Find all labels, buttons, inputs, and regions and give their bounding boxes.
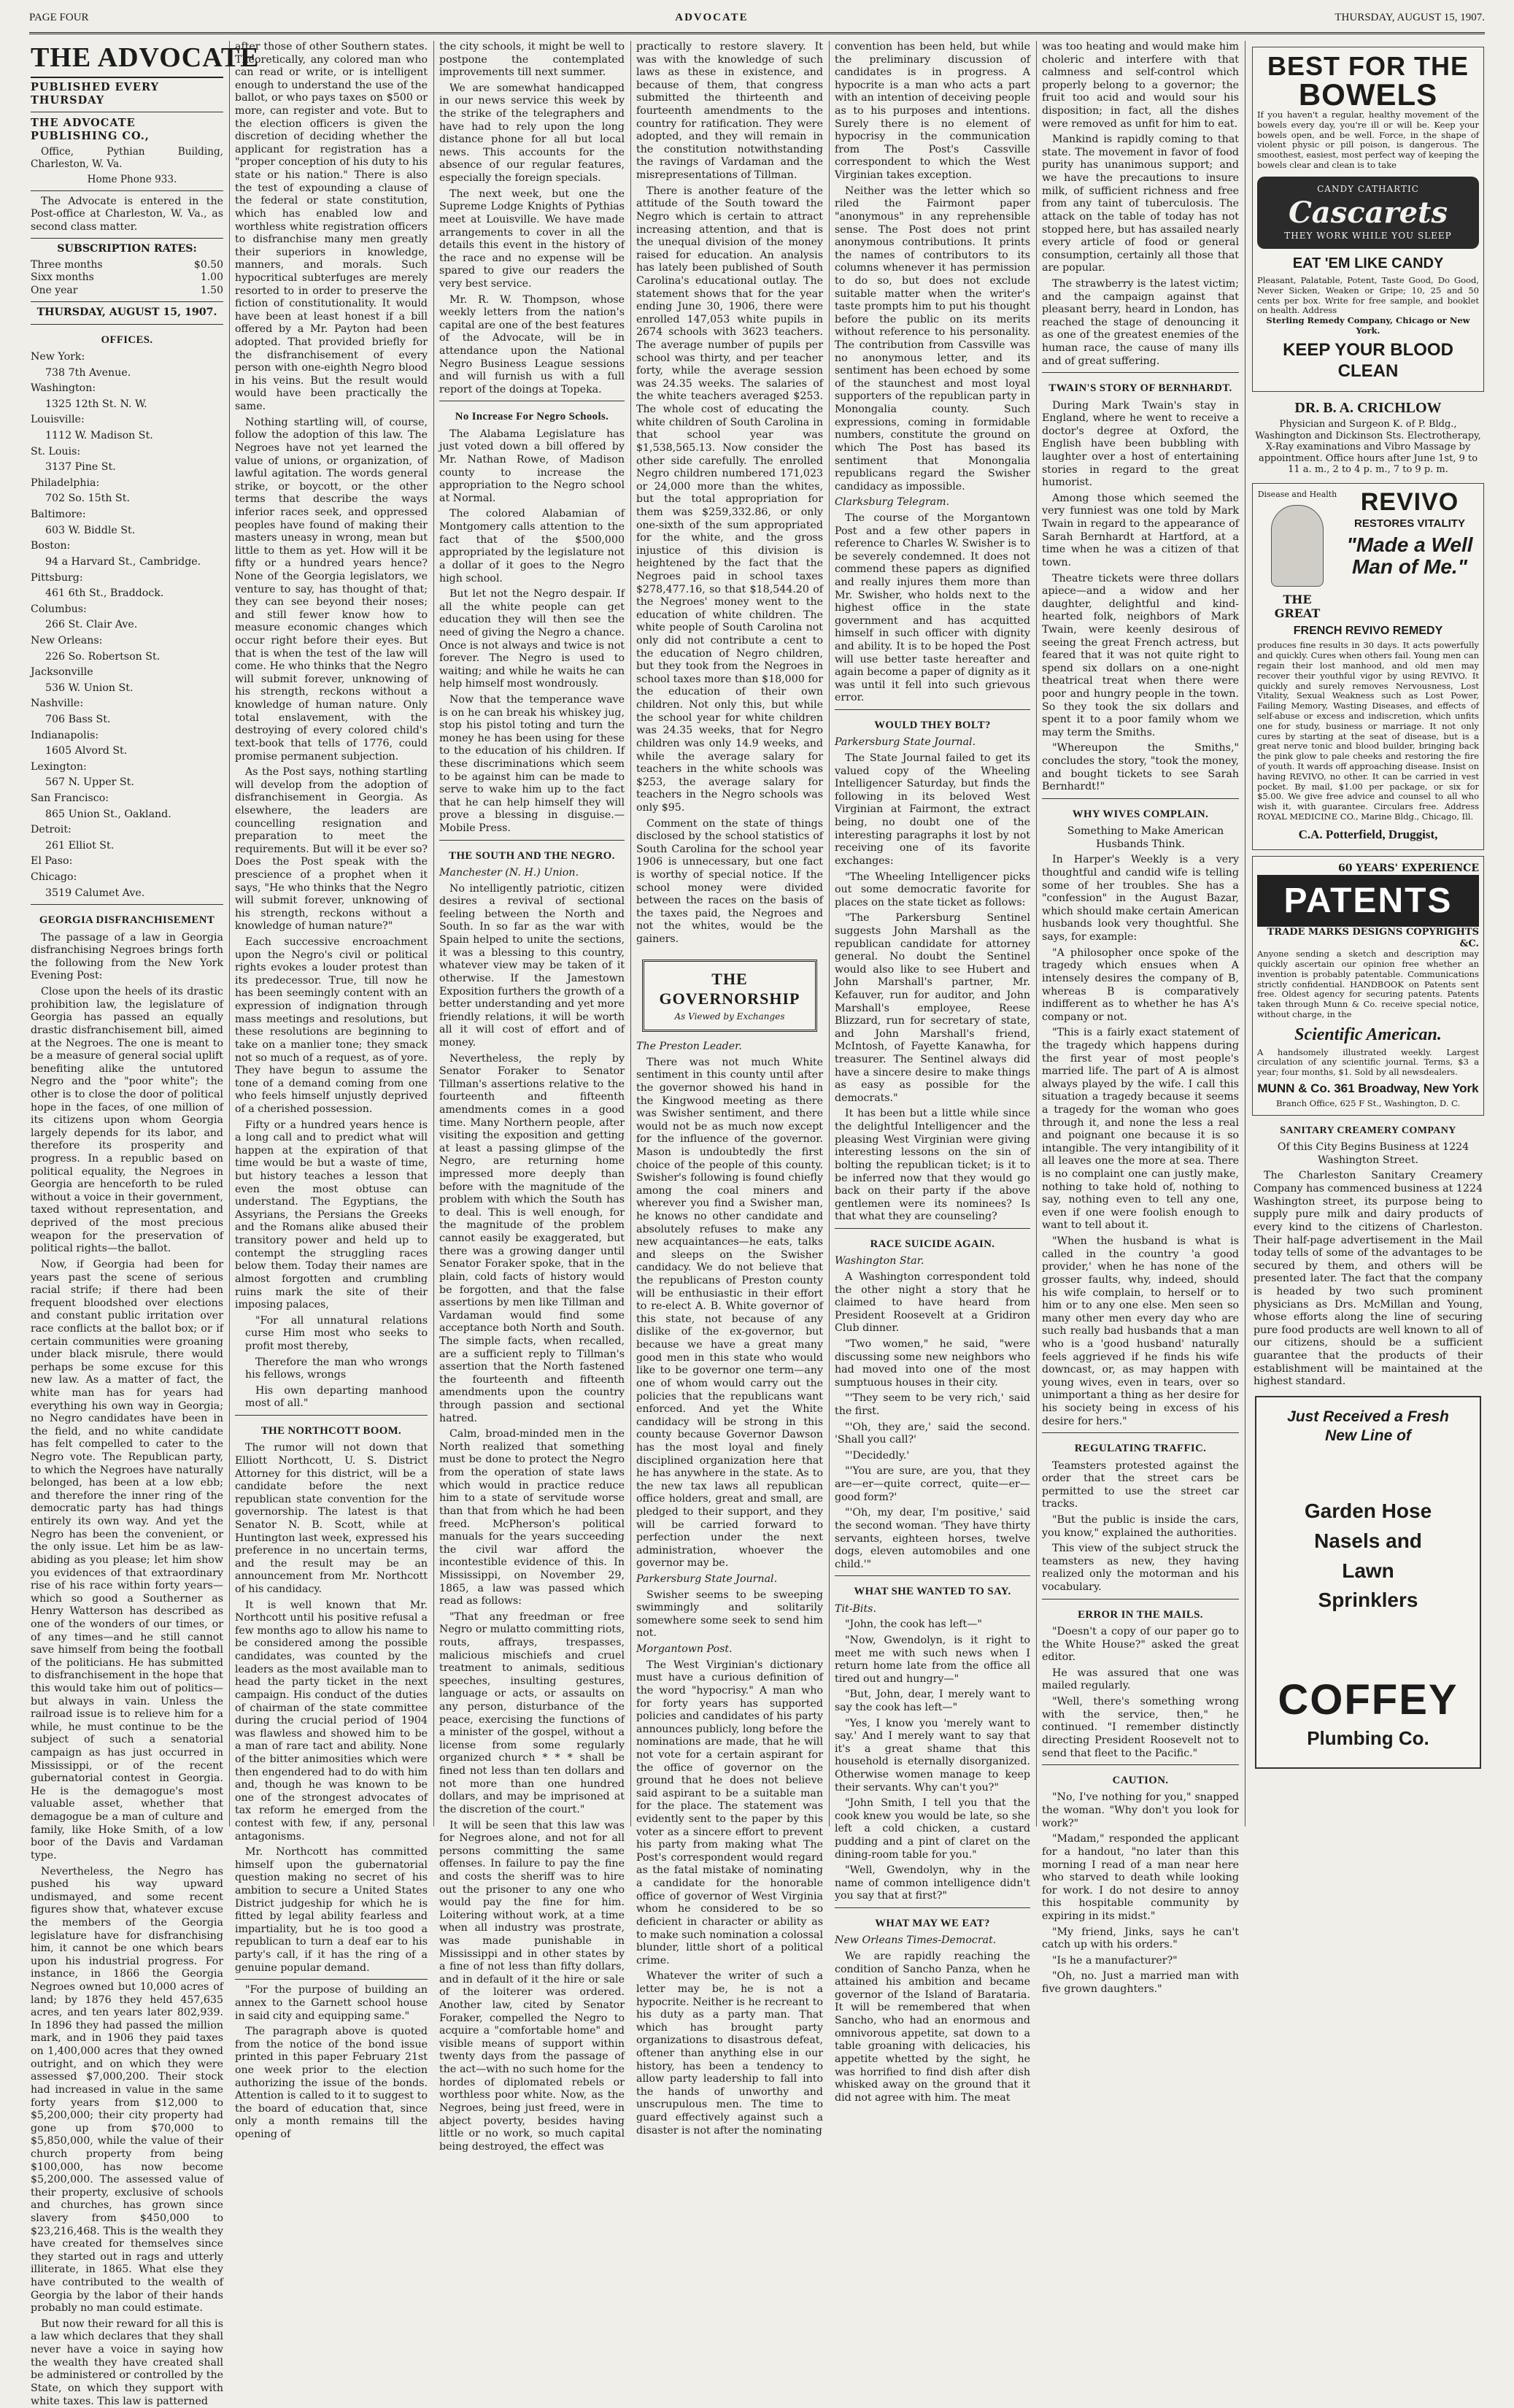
- article-paragraph: Whatever the writer of such a letter may be, he is not a hypocrite. Neither is he recreant to his duty as a party man. That which has brought party organizations to disastrous defeat, oftener than anything else in our history, has been a tendency to allow party leadership to fall into the hands of unworthy and unscrupulous men. The time to guard effectively against such a disaster is not after the nominating: [636, 1970, 823, 2137]
- ad-text: Pleasant, Palatable, Potent, Taste Good, Do Good, Never Sicken, Weaken or Gripe; 10, 25 and 50 cents per box. Write for free sample, and booklet on health. Address: [1257, 274, 1479, 316]
- article-paragraph: The rumor will not down that Elliott Northcott, U. S. District Attorney for this district, will be a candidate before the next republican state convention for the governorship. The latest is that Senator N. B. Scott, while at Huntington last week, expressed his preference in no uncertain terms, and the result may be an announcement from Mr. Northcott of his candidacy.: [235, 1442, 428, 1596]
- article-paragraph: "'Oh, my dear, I'm positive,' said the second woman. 'They have thirty servants, eighteen horses, twelve dogs, eleven automobiles and one child.'": [835, 1507, 1030, 1570]
- divider: [31, 238, 223, 239]
- article-paragraph: convention has been held, but while the preliminary discussion of candidates is in progress. A hypocrite is a man who acts a part with an intention of deceiving people as to his purposes and intentions. Surely there is no element of hypocrisy in the communication from The Post's Cassville correspondent to which the West Virginian takes exception.: [835, 41, 1030, 182]
- divider: [835, 709, 1030, 710]
- article-paragraph: "'Decidedly.': [845, 1449, 910, 1462]
- article-paragraph: As the Post says, nothing startling will develop from the adoption of disfranchisement in Georgia. As elsewhere, the leaders are councelling resignation and preparation to meet the requirements. But will it be ever so? Does the Post speak with the prescience of a prophet when it says, "He who thinks that the Negro will submit forever, unknowing of his strength, reckons without a knowledge of human nature?": [235, 766, 428, 933]
- ad-firm: MUNN & Co. 361 Broadway, New York: [1257, 1081, 1479, 1095]
- article-paragraph: "When the husband is what is called in the country 'a good provider,' when he has none of the grosser faults, why, indeed, should his wife complain, to herself or to him or to any one else. Men seen so many other men every day who are such really bad husbands that a man who is a 'good husband' naturally feels aggrieved if he finds his wife downcast, or, as may happen with young wives, even in tears, over so unimportant a thing as her desire for his society being in excess of his desire for hers.": [1042, 1235, 1239, 1427]
- ad-text: produces fine results in 30 days. It acts powerfully and quickly. Cures when others fail. Young men can regain their lost manhood, and old men may recover their youthful vigor by using REVIVO. It quickly and surely removes Nervousness, Lost Vitality, Sexual Weakness such as Lost Power, Failing Memory, Wasting Diseases, and effects of self-abuse or excess and indiscretion, which unfits one for study, business or marriage. It not only cures by starting at the seat of disease, but is a great nerve tonic and blood builder, bringing back the pink glow to pale cheeks and restoring the fire of youth. It wards off approaching disease. Insist on having REVIVO, no other. It can be carried in vest pocket. By mail, $1.00 per package, or six for $5.00. We give free advice and counsel to all who wish it, with guarantee. Circulars free. Address ROYAL MEDICINE CO., Marine Bldg., Chicago, Ill.: [1257, 640, 1479, 822]
- poem-line: His own departing manhood most of all.": [245, 1384, 428, 1410]
- ad-brand: COFFEY: [1278, 1675, 1459, 1724]
- article-source: Clarksburg Telegram.: [835, 496, 950, 509]
- article-paragraph: Now that the temperance wave is on he can break his whiskey jug, stop his pistol toting and turn the money he has been using for these to the education of his children. If these discriminations which seem to be against him can be made to serve to wake him up to the fact that he can help himself they will prove a blessing in disguise.—Mobile Press.: [439, 693, 625, 835]
- article-paragraph: the city schools, it might be well to postpone the contemplated improvements till next summer.: [439, 41, 625, 79]
- column-1: [31, 41, 260, 2407]
- page-header: [29, 3, 1485, 34]
- divider: [31, 324, 223, 325]
- article-paragraph: This view of the subject struck the teamsters as new, they having realized only the motorman and his vocabulary.: [1042, 1543, 1239, 1594]
- masthead-title: THE ADVOCATE: [31, 41, 223, 78]
- article-paragraph: It has been but a little while since the delightful Intelligencer and the pleasing West Virginian were giving interesting lessons on the sin of bolting the republican ticket; is it to be inferred now that they would go back on their party if the above gentlemen were its nominees? Is that what they are counseling?: [835, 1108, 1030, 1223]
- column-rule: [829, 41, 830, 1826]
- column-7-ads: [1251, 41, 1486, 1826]
- article-paragraph: Swisher seems to be sweeping swimmingly and solitarily somewhere some seek to send him not.: [636, 1589, 823, 1640]
- article-paragraph: "That any freedman or free Negro or mulatto committing riots, routs, affrays, trespasses, malicious mischiefs and cruel treatment to animals, seditious speeches, insulting gestures, language or acts, or assaults on any person, disturbance of the peace, exercising the functions of a minister of the gospel, without a license from some regularly organized church * * * shall be fined not less than ten dollars and not more than one hundred dollars, and may be imprisoned at the discretion of the court.": [439, 1610, 625, 1815]
- article-title: No Increase For Negro Schools.: [455, 411, 609, 423]
- page-number: PAGE FOUR: [29, 11, 89, 23]
- article-paragraph: He was assured that one was mailed regularly.: [1042, 1667, 1239, 1692]
- article-paragraph: "The Parkersburg Sentinel suggests John Marshall as the republican candidate for attorney general. No doubt the Sentinel would also like to see Hubert and John Marshall's partner, Mr. Kefauver, run for auditor, and John Marshall's employee, Reese Blizzard, run for secretary of state, and John Marshall's friend, McIntosh, of Fayette Kanawha, for treasurer. The Sentinel always did have a sincere desire to make things as easy as possible for the democrats.": [835, 912, 1030, 1104]
- article-paragraph: But let not the Negro despair. If all the white people can get education they will then see the need of giving the Negro a chance. Once is not always and twice is not forever. The Negro is used to waiting; and while he waits he can help himself most wondrously.: [439, 588, 625, 690]
- ad-subhead: RESTORES VITALITY: [1354, 517, 1465, 530]
- rates-title: SUBSCRIPTION RATES:: [57, 243, 197, 255]
- divider: [439, 840, 625, 841]
- article-source: Parkersburg State Journal.: [835, 736, 976, 749]
- ad-brand: PATENTS: [1257, 875, 1479, 927]
- article-paragraph: We are somewhat handicapped in our news service this week by the strike of the telegraphers and have had to rely upon the long distance phone for all but local news. This accounts for the absence of our regular features, especially the foreign specials.: [439, 82, 625, 185]
- article-paragraph: The course of the Morgantown Post and a few other papers in reference to Charles W. Swisher is to be severely condemned. It does not commend these papers as dignified and really injures them more than Mr. Swisher, who holds next to the highest office in the state government and has acquitted himself in such officer with dignity and ability. It is to be hoped the Post will use better taste hereafter and again become a paper of dignity as it was until it fell into such grievous error.: [835, 512, 1030, 704]
- revivo-figure-left: Disease and Health THE GREAT: [1257, 489, 1337, 621]
- article-paragraph: Neither was the letter which so riled the Fairmont paper "anonymous" in any reprehensible sense. The Post does not print anonymous contributions. It prints the names of contributors to its columns whenever it has permission to do so, but does not exclude suitable matter when the writer's taste prompts him to put his thought before the public on its merits without reference to his personality. The contribution from Cassville was no anonymous letter, and its sentiment has been echoed by some of the staunchest and most loyal supporters of the republican party in Monongalia county. Such expressions, coming in formidable numbers, constitute the ground on which The Post has based its sentiment that Monongalia republicans regard the Swisher candidacy as impossible.: [835, 185, 1030, 493]
- article-title: THE NORTHCOTT BOOM.: [260, 1424, 402, 1437]
- coffey-ad: [1255, 1396, 1481, 1769]
- article-paragraph: "But the public is inside the cars, you know," explained the authorities.: [1042, 1514, 1239, 1539]
- article-paragraph: "John, the cook has left—": [845, 1618, 982, 1631]
- article-paragraph: The Alabama Legislature has just voted down a bill offered by Mr. Nathan Rowe, of Madison county to increase the appropriation to the Negro school at Normal.: [439, 428, 625, 504]
- ad-items: Garden Hose Nasels and Lawn Sprinklers: [1304, 1500, 1432, 1612]
- article-paragraph: "Is he a manufacturer?": [1052, 1954, 1178, 1967]
- dateline: THURSDAY, AUGUST 15, 1907.: [36, 306, 217, 319]
- article-paragraph: A Washington correspondent told the other night a story that he claimed to have heard from President Roosevelt at a Gridiron Club dinner.: [835, 1270, 1030, 1335]
- article-paragraph: It is well known that Mr. Northcott until his positive refusal a few months ago to allow his name to be considered among the possible candidates, was counted by the leaders as the most available man to head the party ticket in the next campaign. His conduct of the duties of chairman of the state committee during the crucial period of 1904 was flawless and showed him to be a man of rare tact and ability. None of the bitter animosities which were then engendered had to do with him and, though he was known to be one of the strongest advocates of tax reform he emerged from the contest with few, if any, personal antagonisms.: [235, 1599, 428, 1842]
- published-line: PUBLISHED EVERY THURSDAY: [31, 81, 159, 107]
- ad-text: Physician and Surgeon K. of P. Bldg., Washington and Dickinson Sts. Electrotherapy, X-Ray examinations and Vibro Massage by appointment. Office hours after June 1st, 9 to 11 a. m., 2 to 4 p. m., 7 to 9 p. m.: [1255, 419, 1481, 476]
- ad-brand: Cascarets: [1288, 195, 1448, 230]
- article-paragraph: "This is a fairly exact statement of the tragedy which happens during the first year of most people's married life. The part of A is almost always played by the wife. I call this situation a tragedy because it seems a tragedy for the woman who goes through it, and none the less a real and poignant one because it is so intangible. The very intangibility of it all leaves one the more at sea. There is no complaint one can justly make, nothing to take hold of, nothing to say, nothing even to tell any one, even if one were foolish enough to want to tell about it.: [1042, 1027, 1239, 1232]
- article-paragraph: "Madam," responded the applicant for a handout, "no later than this morning I read of a man near here who starved to death while looking for work. I do not desire to annoy this hospitable community by expiring in its midst.": [1042, 1833, 1239, 1922]
- article-paragraph: Each successive encroachment upon the Negro's civil or political rights evokes a louder protest than its predecessor. True, till now he has been seemingly content with an expression of indignation through mass meetings and resolutions, but these resolutions are beginning to take on a manlier tone; they smack not so much of a request, as of yore. They have begun to assume the tone of a demand coming from one who feels himself unjustly deprived of a cherished possession.: [235, 936, 428, 1115]
- article-title: GEORGIA DISFRANCHISEMENT: [39, 914, 215, 927]
- article-paragraph: The State Journal failed to get its valued copy of the Wheeling Intelligencer Saturday, but finds the following in its beloved West Virginian at Fairmont, the extract being, no doubt one of the interesting paragraphs it lost by not receiving one of its favorite exchanges:: [835, 752, 1030, 867]
- divider: [835, 1228, 1030, 1229]
- column-rule: [229, 41, 230, 1826]
- entered-notice: The Advocate is entered in the Post-office at Charleston, W. Va., as second class matter.: [31, 195, 223, 233]
- ad-text: A handsomely illustrated weekly. Largest circulation of any scientific journal. Terms, $3 a year; four months, $1. Sold by all newsdealers.: [1257, 1046, 1479, 1078]
- offices-list: New York: 738 7th Avenue. Washington: 1325 12th St. N. W. Louisville: 1112 W. Madison St. St. Louis: 3137 Pine St. Philadelphia: 702 So. 15th St. Baltimore: 603 W. Biddle St. Boston: 94 a Harvard St., Cambridge. Pittsburg: 461 6th St., Braddock. Columbus: 266 St. Clair Ave. New Orleans: 226 So. Robertson St. Jacksonville 536 W. Union St. Nashville: 706 Bass St. Indianapolis: 1605 Alvord St. Lexington: 567 N. Upper St. San Francisco: 865 Union St., Oakland. Detroit: 261 Elliot St. El Paso: Chicago: 3519 Calumet Ave.: [31, 350, 201, 899]
- column-rule: [630, 41, 631, 1826]
- issue-date: THURSDAY, AUGUST 15, 1907.: [1335, 11, 1485, 23]
- article-paragraph: Now, if Georgia had been for years past the scene of serious racial strife; if there had been frequent bloodshed over elections and constant public irritation over race conflicts at the ballot box; or if certain communities were groaning under black misrule, there would perhaps be some excuse for this new law. As a matter of fact, the white man has for years had everything his own way in Georgia; no Negro candidates have been in the field, and no white candidate has felt compelled to cater to the Negro vote. The Republican party, to which the Negroes have naturally belonged, has been at a low ebb; and therefore the inner ring of the democratic party has had things entirely its own way. And yet the Negro has been the convenient, or the only issue. Let him be as law-abiding as you please; let him show you evidences of that extraordinary rise of his race within forty years—which so good a Southerner as Henry Watterson has described as one of the wonders of our times, or of any times—and he still cannot save himself from being the football of the politicians. He has submitted to disfranchisement in the hope that this would take him out of politics—but always in vain. Unless the railroad issue is to relieve him for a while, he must continue to be the subject of such a senatorial campaign as has just occurred in Mississippi, or of the recent gubernatorial contest in Georgia. He is the demagogue's most valuable asset, whether that demagogue be a man of culture and family, like Hoke Smith, of a low boor of the Davis and Vardaman type.: [31, 1258, 223, 1861]
- article-source: New Orleans Times-Democrat.: [835, 1934, 997, 1947]
- publisher-name: THE ADVOCATE PUBLISHING CO.,: [31, 117, 150, 143]
- divider: [235, 1415, 428, 1416]
- divider: [31, 904, 223, 905]
- rate-row: Sixx months 1.00: [31, 271, 223, 284]
- article-paragraph: The passage of a law in Georgia disfranchising Negroes brings forth the following from the New York Evening Post:: [31, 931, 223, 982]
- article-source: Tit-Bits.: [835, 1602, 876, 1615]
- article-paragraph: "Yes, I know you 'merely want to say.' And I merely want to say that it's a great shame that this household is eternally disorganized. Otherwise women manage to keep their servants. Why can't you?": [835, 1717, 1030, 1794]
- ad-name: DR. B. A. CRICHLOW: [1294, 400, 1442, 417]
- article-paragraph: "A philosopher once spoke of the tragedy which ensues when A intensely desires the company of B, whereas B is comparatively indifferent as to whether he has A's company or not.: [1042, 946, 1239, 1023]
- ad-slogan: EAT 'EM LIKE CANDY: [1292, 255, 1444, 272]
- article-paragraph: Theatre tickets were three dollars apiece—and a widow and her daughter, delightful and kind-hearted folk, neighbors of Mark Twain, were keenly desirous of seeing the great French actress, but feared that it was not quite right to spend six dollars on a one-night theatrical treat when there were poor and hungry people in the town. So they took the six dollars and spent it to a poor family whom we may term the Smiths.: [1042, 572, 1239, 738]
- cascarets-logo: [1257, 177, 1479, 249]
- article-paragraph: Mr. R. W. Thompson, whose weekly letters from the nation's capital are one of the best features of the Advocate, will be in attendance upon the National Negro Business League sessions and will furnish us with a full report of the doings at Topeka.: [439, 293, 625, 395]
- article-paragraph: "The Wheeling Intelligencer picks out some democratic favorite for places on the state ticket as follows:: [835, 871, 1030, 908]
- article-paragraph: The West Virginian's dictionary must have a curious definition of the word "hypocrisy." A man who for forty years has supported policies and candidates of his party announces publicly, long before the nominations are made, that he will not vote for a certain aspirant for the office of governor on the ground that he does not believe said aspirant to be a suitable man for the place. The statement was evidently sent to the paper by this voter as a sincere effort to prevent his party from making what The Post's correspondent would regard as the fatal mistake of nominating a candidate for the honorable office of governor of West Virginia whom he considered to be so deficient in character or ability as to make such nomination a colossal blunder, little short of a political crime.: [636, 1659, 823, 1967]
- article-paragraph: Fifty or a hundred years hence is a long call and to predict what will happen at the expiration of that time would be but a waste of time, but history teaches a lesson that even the most obtuse can understand. The Egyptians, the Assyrians, the Persians the Greeks and the Romans alike abused their transitory power and held up to contempt the struggling races below them. Today their names are almost forgotten and crumbling ruins mark the site of their imposing palaces,: [235, 1119, 428, 1311]
- article-paragraph: It will be seen that this law was for Negroes alone, and not for all persons committing the same offenses. In failure to pay the fine and costs the sheriff was to hire out the prisoner to any one who would pay the fine for him. Loitering without work, at a time when all industry was prostrate, was made punishable in Mississippi and in other states by a fine of not less than fifty dollars, and in default of it the hire or sale of the loiterer was ordered. Another law, cited by Senator Foraker, compelled the Negro to acquire a "comfortable home" and visible means of support within twenty days from the passage of the act—with no such home for the hordes of diplomated rebels or worthless poor white. Now, as the Negroes, being just freed, were in abject poverty, besides having little or no work, so much capital being destroyed, the effect was: [439, 1819, 625, 2153]
- revivo-ad: [1252, 483, 1484, 850]
- article-paragraph: Comment on the state of things disclosed by the school statistics of South Carolina for the school year 1906 is unnecessary, but one fact is worthy of special notice. If the school money were divided between the races on the basis of the taxes paid, the Negroes and not the whites, would be the gainers.: [636, 817, 823, 946]
- divider: [1042, 1764, 1239, 1765]
- article-paragraph: There is another feature of the attitude of the South toward the Negro which is certain to attract increasing attention, and that is the unequal division of the money raised for education. An analysis has lately been published of South Carolina's educational outlay. The statement shows that for the year ending June 30, 1906, there were enrolled 147,053 white pupils in 2674 schools with 3623 teachers. The average number of pupils per school was thirty, and per teacher forty, while the average session was 24.35 weeks. The salaries of the white teachers averaged $253. The whole cost of educating the white children of South Carolina in that school year was $1,538,565.13. Now consider the other side carefully. The enrolled Negro children numbered 171,023 or 24,000 more than the whites, but the total appropriation for them was $259,332.86, or only one-sixth of the sum appropriated for the white, and the gross injustice of this division is heightened by the fact that the Negroes paid in school taxes $278,477.16, so that $18,544.20 of the Negroes' money went to the education of white children. The white people of South Carolina not only did not contribute a cent to the education of Negro children, but they took from the Negroes in school taxes more than $18,000 for the education of their own children. Not only this, but while the school year for white children was 24.35 weeks, that for Negro children was only 14.9 weeks, and while the average salary for teachers in the white schools was $253, the average salary for teachers in the Negro schools was only $95.: [636, 185, 823, 814]
- divider: [235, 1979, 428, 1980]
- article-source: Morgantown Post.: [636, 1643, 733, 1656]
- article-paragraph: "'Oh, they are,' said the second. 'Shall you call?': [835, 1421, 1030, 1446]
- article-paragraph: "Well, Gwendolyn, why in the name of common intelligence didn't you say that at first?": [835, 1864, 1030, 1902]
- article-paragraph: Nothing startling will, of course, follow the adoption of this law. The Negroes have not yet learned the value of unions, or organization, of lawful agitation. The words general strike, or boycott, or the other terms that describe the ways inferior races seek, and oppressed peoples have found of making their masters uneasy in wrong, mean but little to them as yet. How will it be fifty or a hundred years hence? None of the Georgia legislators, we venture to say, has thought of that; they can see beyond their noses; and still fewer know how to measure economic changes which occur right before their eyes. But that is when the test of the law will come. He who thinks that the Negro will submit forever, unknowing of his strength, reckons without a knowledge of human nature. Only total enslavement, with the destroying of every colored child's text-book that tells of 1776, could promise permanent subjection.: [235, 416, 428, 763]
- column-5: [835, 41, 1030, 2104]
- ad-dealer: C.A. Potterfield, Druggist,: [1298, 827, 1438, 841]
- ad-remedy: FRENCH REVIVO REMEDY: [1293, 624, 1443, 637]
- crichlow-card: [1254, 399, 1483, 476]
- article-paragraph: In Harper's Weekly is a very thoughtful and candid wife is telling some of her troubles. She has a "confession" in the August Bazar, which should make certain American husbands look very thoughtful. She says, for example:: [1042, 854, 1239, 943]
- article-title: THE SOUTH AND THE NEGRO.: [449, 849, 615, 862]
- article-paragraph: We are rapidly reaching the condition of Sancho Panza, when he attained his ambition and became governor of the Island of Barataria. It will be remembered that when Sancho, who had an enormous and omnivorous appetite, sat down to a table groaning with delicacies, his appetite whetted by the sight, he was horrified to find dish after dish whisked away on the ground that it did not agree with him. The meat: [835, 1950, 1030, 2104]
- article-source: Washington Star.: [835, 1255, 924, 1267]
- column-rule: [1036, 41, 1037, 1826]
- article-paragraph: Mankind is rapidly coming to that state. The movement in favor of food purity has unanimous support; and we have the precautions to insure milk, of sufficient richness and free from any taint of tuberculosis. The attack on the table of today has not stopped here, but has assailed nearly every article of food or general consumption, certainly all those that are popular.: [1042, 134, 1239, 274]
- article-paragraph: "But, John, dear, I merely want to say the cook has left—": [835, 1689, 1030, 1713]
- article-paragraph: The Charleston Sanitary Creamery Company has commenced business at 1224 Washington street, its purpose being to supply pure milk and dairy products of every kind to the citizens of Charleston. Their half-page advertisement in the Mail today tells of some of the advantages to be secured by them, and others will be presented later. The fact that the company is headed by two such prominent physicians as Drs. McMillan and Young, whose efforts along the line of securing pure food products are well known to all of our citizens, should be a sufficient guarantee that the products of their establishment will be maintained at the highest standard.: [1254, 1170, 1483, 1388]
- patents-ad: 60 YEARS' EXPERIENCE PATENTS TRADE MARKS DESIGNS COPYRIGHTS &C. Anyone sending a sketch and description may quickly ascertain our opinion free whether an invention is probably patentable. Communications strictly confidential. HANDBOOK on Patents sent free. Oldest agency for securing patents. Patents taken through Munn & Co. receive special notice, without charge, in the Scientific American. A handsomely illustrated weekly. Largest circulation of any scientific journal. Terms, $3 a year; four months, $1. Sold by all newsdealers. MUNN & Co. 361 Broadway, New York Branch Office, 625 F St., Washington, D. C.: [1252, 856, 1484, 1116]
- article-source: Manchester (N. H.) Union.: [439, 867, 579, 879]
- article-title: CAUTION.: [1112, 1775, 1169, 1787]
- article-paragraph: The strawberry is the latest victim; and the campaign against that pleasant berry, heard in London, has reached the stage of denouncing it as one of the greatest enemies of the human race, the cause of many ills and of great suffering.: [1042, 277, 1239, 367]
- article-paragraph: Nevertheless, the Negro has pushed his way upward undismayed, and some recent figures show that, whatever excuse the members of the Georgia legislature have for disfranchising him, it cannot be one which bears upon his industrial progress. For instance, in 1866 the Georgia Negroes owned but 10,000 acres of land; by 1876 they held 457,635 acres, and ten years later 802,939. In 1896 they had passed the million mark, and in 1906 they paid taxes on 1,400,000 acres that they owned outright, and on which they were assessed $7,000,200. Their stock had increased in value in the same forty years from $12,000 to $5,200,000; their city property had gone up from $70,000 to $5,850,000, while the value of their church property from being $100,000, has now become $5,200,000. The assessed value of their property, exclusive of schools and churches, has grown since slavery from $450,000 to $23,216,468. This is the wealth they have created for themselves since they started out in rags and utterly illiterate, in 1865. What else they have contributed to the wealth of Georgia by the labor of their hands probably no man could estimate.: [31, 1865, 223, 2315]
- ad-headline: New Line of: [1325, 1427, 1411, 1445]
- article-paragraph: There was not much White sentiment in this county until after the governor showed his hand in the Kingwood meeting as there was Swisher sentiment, and there would not be as much now except for the influence of the governor. Mason is undoubtedly the first choice of the people of this county. Swisher's following is found chiefly among the coal miners and wherever you find a Swisher man, he knows no other candidate and absolutely refuses to make any new acquaintances—he eats, talks and sleeps on the Swisher candidacy. We do not believe that the republicans of Preston county will be enthusiastic in their effort to re-elect A. B. White governor of this state, not because of any dislike of the ex-governor, but because we have a great many good men in this state who would like to be governor one term—any one of whom would carry out the policies that the republicans want enforced. And yet the White candidacy will be strong in this county because Governor Dawson has the most loyal and finely disciplined organization here that he has anywhere in the state. As to the new tax laws all republican office holders, great and small, are pledged to their support, and they will be carried forward to perfection under the next administration, whoever the governor may be.: [636, 1056, 823, 1570]
- article-paragraph: "My friend, Jinks, says he can't catch up with his orders.": [1042, 1926, 1239, 1951]
- article-paragraph: "Whereupon the Smiths," concludes the story, "took the money, and bought tickets to see Sarah Bernhardt!": [1042, 742, 1239, 793]
- article-source: Parkersburg State Journal.: [636, 1573, 778, 1586]
- divider: [1042, 372, 1239, 373]
- article-title: WHY WIVES COMPLAIN.: [1072, 808, 1209, 820]
- column-2: [235, 41, 428, 2141]
- article-subtitle: Of this City Begins Business at 1224 Washington Street.: [1277, 1141, 1469, 1166]
- article-source: The Preston Leader.: [636, 1041, 742, 1053]
- article-paragraph: "No, I've nothing for you," snapped the woman. "Why don't you look for work?": [1042, 1791, 1239, 1829]
- divider: [1042, 798, 1239, 799]
- revivo-copy: [1340, 487, 1479, 582]
- divider: [31, 301, 223, 302]
- article-paragraph: "Well, there's something wrong with the service, then," he continued. "I remember distinctly directing President Roosevelt not to send that fleet to the Pacific.": [1042, 1696, 1239, 1759]
- ad-headline: BEST FOR THE: [1267, 51, 1469, 81]
- poem-line: Therefore the man who wrongs his fellows, wrongs: [245, 1356, 428, 1381]
- ad-branch: Branch Office, 625 F St., Washington, D. C.: [1275, 1098, 1461, 1109]
- divider: [1042, 1432, 1239, 1433]
- article-title: RACE SUICIDE AGAIN.: [870, 1238, 995, 1250]
- rate-row: One year 1.50: [31, 284, 223, 296]
- divider: [835, 1907, 1030, 1908]
- ad-footer: KEEP YOUR BLOOD CLEAN: [1283, 339, 1453, 382]
- rate-row: Three months $0.50: [31, 258, 223, 271]
- article-paragraph: "John Smith, I tell you that the cook knew you would be late, so she left a cold chicken, a custard pudding and a pint of claret on the dining-room table for you.": [835, 1797, 1030, 1861]
- article-paragraph: The next week, but one the Supreme Lodge Knights of Pythias meet at Louisville. We have made arrangements to cover in all the details this event in the history of the race and no expense will be spared to give our readers the very best service.: [439, 188, 625, 290]
- ad-text: If you haven't a regular, healthy movement of the bowels every day, you're ill or will be. Keep your bowels open, and be well. Force, in the shape of violent physic or pill poison, is dangerous. The smoothest, easiest, most perfect way of keeping the bowels clear and clean is to take: [1257, 109, 1479, 170]
- ad-text: Anyone sending a sketch and description may quickly ascertain our opinion free whether an invention is probably patentable. Communications strictly confidential. HANDBOOK on Patents sent free. Oldest agency for securing patents. Patents taken through Munn & Co. receive special notice, without charge, in the: [1257, 949, 1479, 1020]
- ad-headline: BOWELS: [1298, 77, 1438, 112]
- article-paragraph: Mr. Northcott has committed himself upon the gubernatorial question making no secret of his ambition to secure a United States District judgeship for which he is fitted by legal ability fearless and impartiality, but he is too good a republican to turn a deaf ear to his party's call, if it has the ring of a genuine popular demand.: [235, 1846, 428, 1974]
- article-paragraph: But now their reward for all this is a law which declares that they shall never have a voice in saying how the wealth they have created shall be administered or controlled by the State, on which they support with white taxes. This law is patterned: [31, 2318, 223, 2407]
- ad-quote: "Made a Well Man of Me.": [1346, 533, 1473, 579]
- governorship-heading-box: [642, 960, 817, 1032]
- office-address: Office, Pythian Building, Charleston, W. Va.: [31, 145, 223, 170]
- article-paragraph: "Doesn't a copy of our paper go to the White House?" asked the great editor.: [1042, 1626, 1239, 1664]
- paper-name: ADVOCATE: [675, 11, 749, 23]
- divider: [835, 1575, 1030, 1576]
- article-paragraph: after those of other Southern states. Theoretically, any colored man who can read or write, or is intelligent enough to understand the use of the ballot, or who pays taxes on $500 or more, can register and vote. But to the election officers is given the discretion of deciding whether the applicant for registration has a "proper conception of his duty to his state or his nation." There is also the test of expounding a clause of the federal or state constitution, which has enabled low and worthless white registration officers to disfranchise many men greatly their superiors in knowledge, manners, and morals. Such hypocritical subterfuges are merely resorted to in order to preserve the fiction of constitutionality. It would have been at least honest if a bill offered by a Mr. Payton had been adopted. That provided briefly for the disfranchisement of every person with one-eighth Negro blood in his veins. But the result would would have been practically the same.: [235, 41, 428, 413]
- article-paragraph: No intelligently patriotic, citizen desires a revival of sectional feeling between the North and South. In so far as the war with Spain helped to unite the sections, it was a blessing to this country, whatever view may be taken of it otherwise. If the Jamestown Exposition furthers the growth of a better understanding and yet more friendly relations, it will be worth all it will cost of effort and of money.: [439, 882, 625, 1049]
- article-paragraph: Calm, broad-minded men in the North realized that something must be done to protect the Negro from the operation of state laws which would in practice reduce him to a state of servitude worse than that from which he had been freed. McPherson's political manuals for the years succeeding the civil war afford the incontestible evidence of this. In Mississippi, on November 29, 1865, a law was passed which read as follows:: [439, 1428, 625, 1608]
- article-subtitle: Something to Make American Husbands Think.: [1067, 825, 1224, 850]
- article-title: REGULATING TRAFFIC.: [1074, 1443, 1207, 1455]
- article-title: WOULD THEY BOLT?: [874, 719, 991, 732]
- article-title: ERROR IN THE MAILS.: [1078, 1608, 1203, 1621]
- column-6: [1042, 41, 1239, 1995]
- article-paragraph: "For the purpose of building an annex to the Garnett school house in said city and equipping same.": [235, 1984, 428, 2022]
- article-title: SANITARY CREAMERY COMPANY: [1280, 1124, 1456, 1136]
- article-paragraph: The paragraph above is quoted from the notice of the bond issue printed in this paper February 21st one week prior to the election authorizing the issue of the bonds. Attention is called to it to suggest to the board of education that, since only a month remains till the opening of: [235, 2026, 428, 2141]
- offices-title: OFFICES.: [101, 333, 153, 346]
- governorship-title: THE GOVERNORSHIP: [659, 969, 800, 1008]
- article-paragraph: "'They seem to be very rich,' said the first.: [835, 1392, 1030, 1418]
- ad-headline: Just Received a Fresh: [1287, 1408, 1449, 1425]
- ad-kicker: CANDY CATHARTIC: [1317, 183, 1419, 194]
- article-paragraph: During Mark Twain's stay in England, where he went to receive a doctor's degree at Oxford, the English have been bubbling with laughter over a host of entertaining stories in regard to the great humorist.: [1042, 399, 1239, 489]
- article-paragraph: Close upon the heels of its drastic prohibition law, the legislature of Georgia has passed an equally drastic disfranchisement bill, aimed at the Negroes. The one is meant to be a measure of general social uplift benefiting alike the untutored Negro and the "poor white"; the other is to close the door of political hope in the faces, of one million of its citizens upon whom Georgia largely depends for its labor, and therefore its prosperity and progress. In a republic based on political equality, the Negroes in Georgia are henceforth to be ruled without a voice in their government, taxed without representation, and deprived of the most precious weapon for the preservation of political rights—the ballot.: [31, 986, 223, 1255]
- article-paragraph: "Now, Gwendolyn, is it right to meet me with such news when I return home late from the office all tired out and hungry—": [835, 1634, 1030, 1685]
- article-paragraph: "Two women," he said, "were discussing some new neighbors who had moved into one of the most sumptuous houses in their city.: [835, 1338, 1030, 1389]
- article-paragraph: practically to restore slavery. It was with the knowledge of such laws as these in existence, and because of them, that congress submitted the thirteenth and fourteenth amendments to the country for ratification. They were adopted, and they will remain in the constitution notwithstanding the ravings of Vardaman and the misrepresentations of Tillman.: [636, 41, 823, 182]
- article-paragraph: Nevertheless, the reply by Senator Foraker to Senator Tillman's assertions relative to the fourteenth and fifteenth amendments comes in a good time. Many Northern people, after visiting the exposition and getting at least a passing glimpse of the Negro, are returning home impressed more deeply than before with the magnitude of the problem with which the South has to deal. This is well enough, for the magnitude of the problem cannot easily be exaggerated, but there was a growing danger until Senator Foraker spoke, that in the plain, cold facts of history would be forgotten, and that the false assertions by men like Tillman and Vardaman would find some acceptance both North and South. The simple facts, when recalled, are a sufficient reply to Tillman's assertion that the North fastened the fourteenth and fifteenth amendments upon the country through passion and sectional hatred.: [439, 1052, 625, 1424]
- man-portrait-icon: [1271, 505, 1324, 587]
- article-paragraph: Teamsters protested against the order that the street cars be permitted to use the street car tracks.: [1042, 1459, 1239, 1510]
- ad-brand: REVIVO: [1360, 487, 1459, 516]
- creamery-notice: [1254, 1124, 1483, 1389]
- divider: [31, 190, 223, 191]
- ad-subhead: TRADE MARKS DESIGNS COPYRIGHTS &C.: [1267, 927, 1479, 949]
- article-paragraph: "Oh, no. Just a married man with five grown daughters.": [1042, 1970, 1239, 1995]
- column-4: [636, 41, 823, 2137]
- article-paragraph: was too heating and would make him choleric and interfere with that calmness and self-control which properly belong to a governor; the fruit too acid and would sour his disposition; in fact, all the dishes were removed as unfit for him to eat.: [1042, 41, 1239, 130]
- governorship-subtitle: As Viewed by Exchanges: [674, 1011, 785, 1022]
- poem-line: "For all unnatural relations curse Him most who seeks to profit most thereby,: [245, 1314, 428, 1352]
- cascarets-ad: [1252, 47, 1484, 392]
- ad-tagline: THEY WORK WHILE YOU SLEEP: [1284, 231, 1452, 242]
- article-paragraph: Among those which seemed the very funniest was one told by Mark Twain in regard to the appearance of Sarah Bernhardt at Hartford, at a time when he was a citizen of that town.: [1042, 492, 1239, 568]
- article-title: TWAIN'S STORY OF BERNHARDT.: [1048, 382, 1232, 395]
- home-phone: Home Phone 933.: [87, 173, 177, 185]
- article-paragraph: "'You are sure, are you, that they are—er—quite correct, quite—er—good form?': [835, 1465, 1030, 1503]
- ad-magazine: Scientific American.: [1294, 1024, 1442, 1044]
- ad-subhead: Plumbing Co.: [1307, 1726, 1429, 1749]
- ad-company: Sterling Remedy Company, Chicago or New York.: [1266, 315, 1470, 336]
- column-3: [439, 41, 625, 2153]
- article-paragraph: The colored Alabamian of Montgomery calls attention to the fact that of the $500,000 appropriated by the legislature not a dollar of it goes to the Negro high school.: [439, 508, 625, 584]
- article-title: WHAT SHE WANTED TO SAY.: [854, 1586, 1011, 1598]
- column-rule: [433, 41, 434, 1826]
- article-title: WHAT MAY WE EAT?: [875, 1918, 990, 1930]
